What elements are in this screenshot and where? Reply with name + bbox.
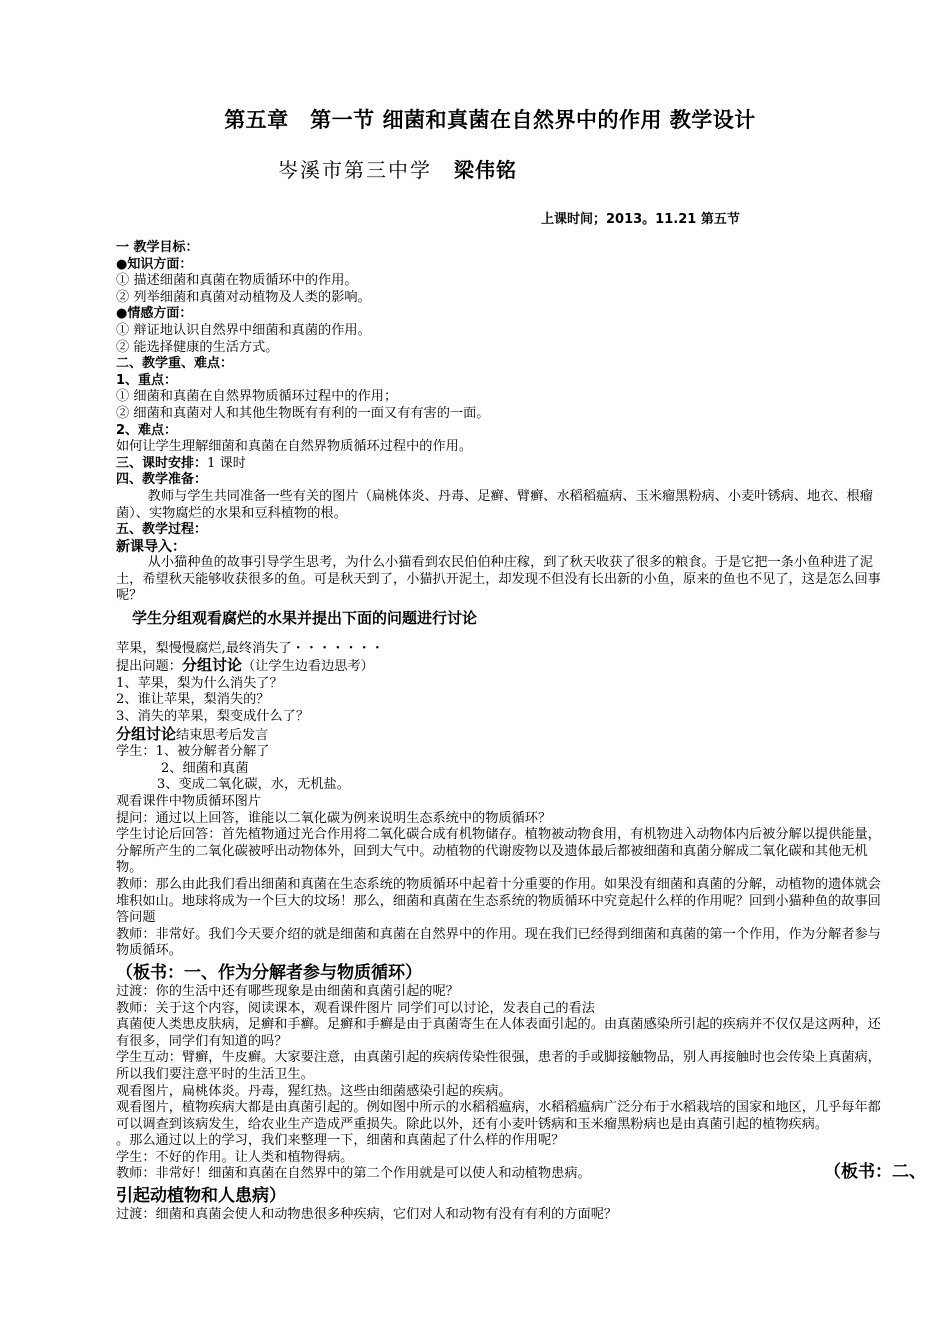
paragraph: 如何让学生理解细菌和真菌在自然界物质循环过程中的作用。: [116, 439, 473, 455]
paragraph: ② 能选择健康的生活方式。: [116, 339, 279, 355]
paragraph: 过渡：你的生活中还有哪些现象是由细菌和真菌引起的呢？: [116, 983, 459, 999]
paragraph: 观看图片，植物疾病大都是由真菌引起的。例如图中所示的水稻稻瘟病，水稻稻瘟病广泛分布于水稻栽培的国家和地区，几乎每年都可以调查到该病发生，给农业生产造成严重损失。除此以外，还有小麦叶锈病和玉米瘤黑粉病也是由真菌引起的植物疾病。: [116, 1100, 881, 1132]
paragraph: ① 细菌和真菌在自然界物质循环过程中的作用；: [116, 389, 398, 405]
paragraph-text: （让学生边看边思考）: [241, 659, 374, 675]
paragraph: 真菌使人类患皮肤病，足癣和手癣。足癣和手癣是由于真菌寄生在人体表面引起的。由真菌感染所引起的疾病并不仅仅是这两种，还有很多，同学们有知道的吗？: [116, 1017, 881, 1049]
class-time: 上课时间；2013。11.21 第五节: [541, 212, 740, 227]
document-body: [116, 240, 926, 1224]
paragraph: 。那么通过以上的学习，我们来整理一下，细菌和真菌起了什么样的作用呢？: [116, 1133, 565, 1149]
board-note: （板书：一、作为分解者参与物质循环）: [116, 962, 422, 983]
section-heading: 四、教学准备：: [116, 472, 208, 488]
paragraph: 教师与学生共同准备一些有关的图片（扁桃体炎、丹毒、足癣、臂癣、水稻稻瘟病、玉米瘤黑粉病、小麦叶锈病、地衣、根瘤菌）、实物腐烂的水果和豆科植物的根。: [116, 488, 873, 521]
emphasis-text: 分组讨论: [181, 656, 242, 675]
board-note: （板书：二、: [824, 1162, 926, 1183]
paragraph: 学生：不好的作用。让人类和植物得病。: [116, 1149, 354, 1165]
paragraph: 苹果，梨慢慢腐烂,最终消失了・・・・・・・: [116, 640, 384, 656]
paragraph-text: 结束思考后发言: [176, 727, 269, 743]
paragraph-text: 提出问题：: [116, 659, 182, 675]
paragraph: [116, 657, 882, 676]
paragraph: ② 列举细菌和真菌对动植物及人类的影响。: [116, 289, 371, 305]
paragraph-text: 教师：非常好！细菌和真菌在自然界中的第二个作用就是可以使人和动植物患病。: [116, 1166, 591, 1182]
paragraph: [116, 726, 882, 745]
emphasis-text: 分组讨论: [116, 724, 177, 743]
paragraph: 教师：那么由此我们看出细菌和真菌在生态系统的物质循环中起着十分重要的作用。如果没有细菌和真菌的分解，动植物的遗体就会堆积如山。地球将成为一个巨大的坟场！那么，细菌和真菌在生态系统的物质循环中究竟起什么样的作用呢？回到小猫种鱼的故事回答问题: [116, 876, 881, 926]
paragraph: 3、变成二氧化碳，水，无机盐。: [156, 777, 350, 793]
author-name: 梁伟铭: [454, 158, 517, 182]
paragraph-text: 1 课时: [207, 455, 246, 471]
section-heading: 二、教学重、难点：: [116, 356, 234, 372]
paragraph: [116, 1162, 926, 1183]
paragraph: 3、消失的苹果，梨变成什么了？: [116, 709, 310, 725]
paragraph: 2、细菌和真菌: [160, 760, 249, 776]
author-line: [278, 154, 517, 183]
section-heading: ●知识方面：: [116, 256, 193, 272]
document-title: 第五章 第一节 细菌和真菌在自然界中的作用 教学设计: [224, 108, 756, 132]
paragraph: 学生：1、被分解者分解了: [116, 744, 270, 760]
paragraph: [116, 456, 882, 473]
sub-heading: 学生分组观看腐烂的水果并提出下面的问题进行讨论: [132, 609, 478, 628]
section-heading: 一 教学目标：: [116, 240, 199, 255]
paragraph: ② 细菌和真菌对人和其他生物既有有利的一面又有有害的一面。: [116, 405, 490, 421]
paragraph: ① 描述细菌和真菌在物质循环中的作用。: [116, 273, 358, 289]
paragraph: 1、苹果，梨为什么消失了？: [116, 675, 283, 691]
paragraph: 从小猫种鱼的故事引导学生思考，为什么小猫看到农民伯伯种庄稼，到了秋天收获了很多的粮食。于是它把一条小鱼种进了泥土，希望秋天能够收获很多的鱼。可是秋天到了，小猫扒开泥土，却发现不但没有长出新的小鱼，原来的鱼也不见了，这是怎么回事呢？: [116, 555, 881, 604]
paragraph: 观看课件中物质循环图片: [116, 794, 262, 809]
paragraph: 2、谁让苹果，梨消失的？: [116, 692, 270, 708]
section-heading: ●情感方面：: [116, 306, 193, 322]
board-note: 引起动植物和人患病）: [116, 1186, 286, 1207]
paragraph: 教师：关于这个内容，阅读课本，观看课件图片 同学们可以讨论，发表自己的看法: [116, 1000, 595, 1016]
paragraph: 提问：通过以上回答，谁能以二氧化碳为例来说明生态系统中的物质循环？: [116, 810, 552, 826]
paragraph: 观看图片，扁桃体炎。丹毒，猩红热。这些由细菌感染引起的疾病。: [116, 1083, 512, 1099]
school-name: 岑溪市第三中学: [278, 158, 432, 182]
section-heading: 2、难点：: [116, 422, 178, 438]
section-heading: 新课导入：: [116, 538, 186, 555]
paragraph: 学生互动：臂癣，牛皮癣。大家要注意，由真菌引起的疾病传染性很强，患者的手或脚接触物品，别人再接触时也会传染上真菌病，所以我们要注意平时的生活卫生。: [116, 1050, 881, 1082]
section-heading: 1、重点：: [116, 372, 178, 388]
paragraph: ① 辩证地认识自然界中细菌和真菌的作用。: [116, 322, 371, 338]
paragraph: 学生讨论后回答：首先植物通过光合作用将二氧化碳合成有机物储存。植物被动物食用，有机物进入动物体内后被分解以提供能量，分解所产生的二氧化碳被呼出动物体外，回到大气中。动植物的代谢废物以及遗体最后都被细菌和真菌分解成二氧化碳和其他无机物。: [116, 827, 881, 876]
section-heading: 五、教学过程：: [116, 522, 208, 538]
paragraph: 过渡：细菌和真菌会使人和动物患很多种疾病，它们对人和动物有没有有利的方面呢？: [116, 1207, 618, 1223]
section-heading: 三、课时安排：: [116, 455, 208, 471]
paragraph: 教师：非常好。我们今天要介绍的就是细菌和真菌在自然界中的作用。现在我们已经得到细菌和真菌的第一个作用，作为分解者参与物质循环。: [116, 926, 881, 959]
